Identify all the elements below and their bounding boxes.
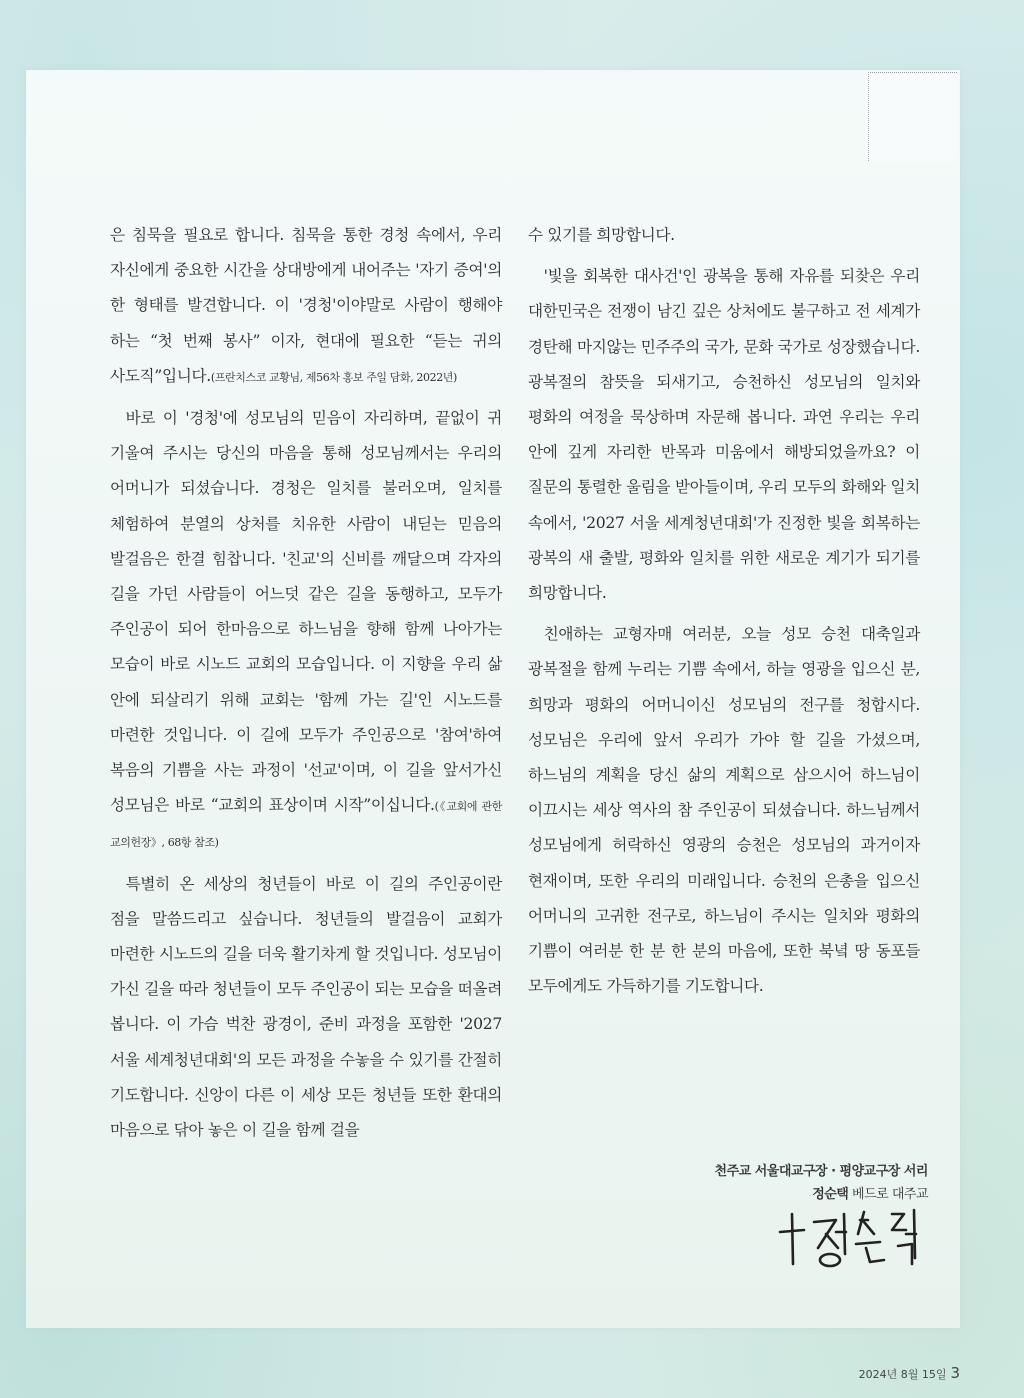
footer-date: 2024년 8월 15일 xyxy=(858,1368,947,1381)
right-paragraph-3: 친애하는 교형자매 여러분, 오늘 성모 승천 대축일과 광복절을 함께 누리는 기쁨 속에서, 하늘 영광을 입으신 분, 희망과 평화의 어머니이신 성모님의 전구를 청합시다. 성모님은 우리에 앞서 우리가 가야 할 길을 가셨으며, 하느님의 계획을 당신 삶의 계획으로 삼으시어 하느님이 이끄시는 세상 역사의 참 주인공이 되셨습니다. 하느님께서 성모님에게 허락하신 영광의 승천은 성모님의 과거이자 현재이며, 또한 우리의 미래입니다. 승천의 은총을 입으신 어머니의 고귀한 전구로, 하느님이 주시는 일치와 평화의 기쁨이 여러분 한 분 한 분의 마음에, 또한 북녘 땅 동포들 모두에게도 가득하기를 기도합니다. xyxy=(528,625,920,996)
left-paragraph-2: 바로 이 '경청'에 성모님의 믿음이 자리하며, 끝없이 귀 기울여 주시는 당신의 마음을 통해 성모님께서는 우리의 어머니가 되셨습니다. 경청은 일치를 불러오며, 일치를 체험하여 분열의 상처를 치유한 사람이 내딛는 믿음의 발걸음은 한결 힘찹니다. '친교'의 신비를 깨달으며 각자의 길을 가던 사람들이 어느덧 같은 길을 동행하고, 모두가 주인공이 되어 한마음으로 하느님을 향해 함께 나아가는 모습이 바로 시노드 교회의 모습입니다. 이 지향을 우리 삶 안에 되살리기 위해 교회는 '함께 가는 길'인 시노드를 마련한 것입니다. 이 길에 모두가 주인공으로 '참여'하여 복음의 기쁨을 사는 과정이 '선교'이며, 이 길을 앞서가신 성모님은 바로 “교회의 표상이며 시작”이십니다.(《교회에 관한 교의헌장》, 68항 참조) xyxy=(110,409,503,850)
page-number: 3 xyxy=(950,1364,960,1382)
signature-name-suffix: 베드로 대주교 xyxy=(852,1187,928,1202)
page-footer xyxy=(859,1364,960,1382)
signature-name: 정순택 xyxy=(812,1187,849,1202)
left-paragraph-3: 특별히 온 세상의 청년들이 바로 이 길의 주인공이란 점을 말씀드리고 싶습니다. 청년들의 발걸음이 교회가 마련한 시노드의 길을 더욱 활기차게 할 것입니다. 성모님이 가신 길을 따라 청년들이 모두 주인공이 되는 모습을 떠올려 봅니다. 이 가슴 벅찬 광경이, 준비 과정을 포함한 '2027 서울 세계청년대회'의 모든 과정을 수놓을 수 있기를 간절히 기도합니다. 신앙이 다른 이 세상 모든 청년들 또한 환대의 마음으로 닦아 놓은 이 길을 함께 걸을 xyxy=(110,874,502,1140)
signature-title: 천주교 서울대교구장 · 평양교구장 서리 xyxy=(714,1164,928,1179)
right-column xyxy=(528,218,920,1004)
citation-pope: (프란치스코 교황님, 제56차 홍보 주일 담화, 2022년) xyxy=(210,370,457,384)
right-paragraph-1: 수 있기를 희망합니다. xyxy=(528,226,675,244)
citation-constitution: (《교회에 관한 교의헌장》, 68항 참조) xyxy=(110,800,503,850)
right-paragraph-2: '빛을 회복한 대사건'인 광복을 통해 자유를 되찾은 우리 대한민국은 전쟁이 남긴 깊은 상처에도 불구하고 전 세계가 경탄해 마지않는 민주주의 국가, 문화 국가로 성장했습니다. 광복절의 참뜻을 되새기고, 승천하신 성모님의 일치와 평화의 여정을 묵상하며 자문해 봅니다. 과연 우리는 우리 안에 깊게 자리한 반목과 미움에서 해방되었을까요? 이 질문의 통렬한 울림을 받아들이며, 우리 모두의 화해와 일치 속에서, '2027 서울 세계청년대회'가 진정한 빛을 회복하는 광복의 새 출발, 평화와 일치를 위한 새로운 계기가 되기를 희망합니다. xyxy=(528,267,920,603)
corner-mark xyxy=(868,72,957,161)
left-paragraph-1: 은 침묵을 필요로 합니다. 침묵을 통한 경청 속에서, 우리 자신에게 중요한 시간을 상대방에게 내어주는 '자기 증여'의 한 형태를 발견합니다. 이 '경청'이야말로 사람이 행해야 하는 “첫 번째 봉사” 이자, 현대에 필요한 “듣는 귀의 사도직”입니다.(프란치스코 교황님, 제56차 홍보 주일 담화, 2022년) xyxy=(110,226,502,385)
handwritten-signature xyxy=(774,1200,924,1274)
left-column xyxy=(110,218,502,1148)
